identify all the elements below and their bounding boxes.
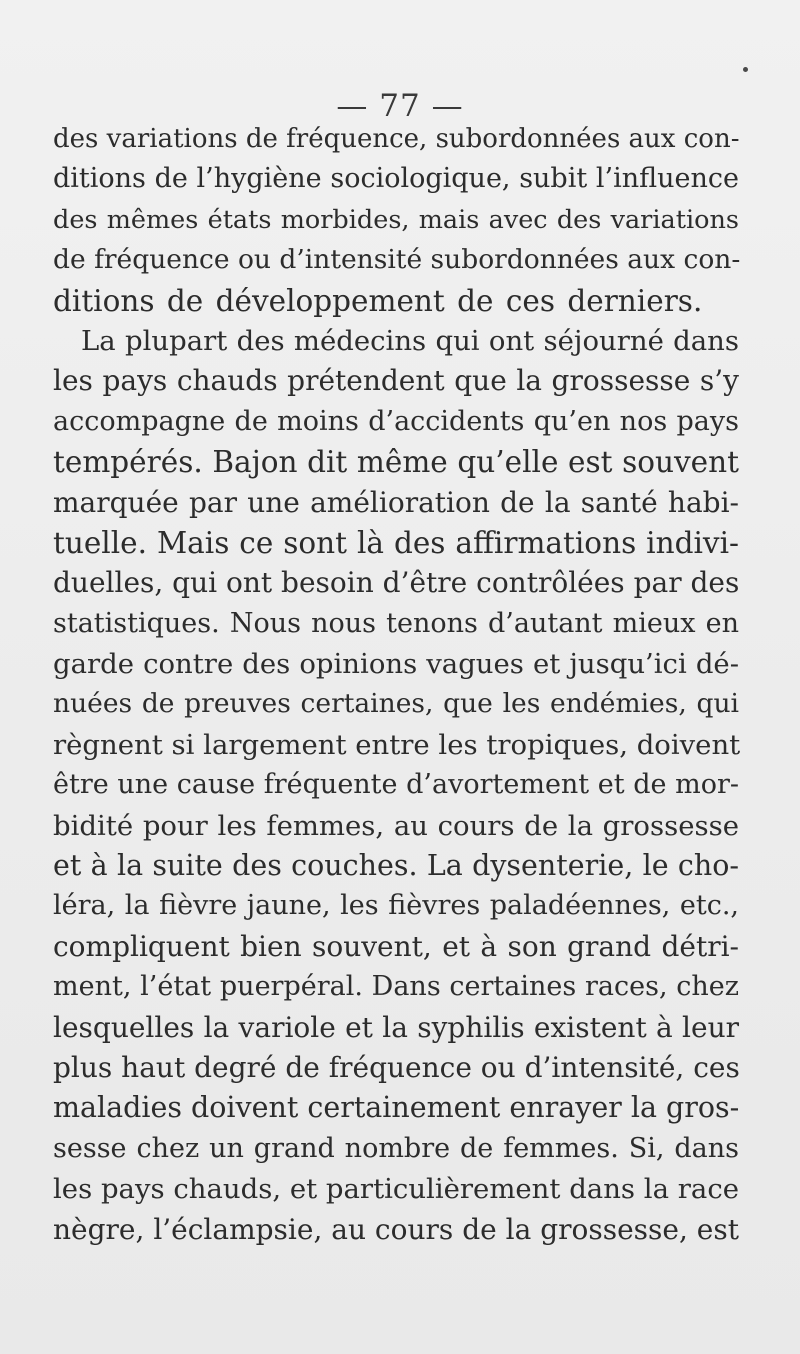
text-line: règnent si largement entre les tropiques, doivent	[53, 728, 741, 761]
text-line: ditions de l’hygiène sociologique, subit l’influence	[53, 163, 739, 195]
text-line: des variations de fréquence, subordonnées aux con-	[53, 124, 740, 154]
text-line: ment, l’état puerpéral. Dans certaines races, chez	[53, 971, 739, 1003]
text-line: garde contre des opinions vagues et jusqu’ici dé-	[53, 648, 739, 681]
text-line: des mêmes états morbides, mais avec des variations	[53, 204, 739, 235]
text-line: accompagne de moins d’accidents qu’en nos pays	[53, 405, 739, 437]
text-line: duelles, qui ont besoin d’être contrôlées par des	[53, 566, 740, 600]
margin-dot	[743, 67, 748, 72]
text-line: être une cause fréquente d’avortement et de mor-	[53, 769, 739, 801]
text-line: nuées de preuves certaines, que les endémies, qui	[53, 688, 739, 720]
text-line: plus haut degré de fréquence ou d’intensité, ces	[53, 1050, 740, 1084]
text-line: compliquent bien souvent, et à son grand détri-	[53, 929, 739, 963]
text-line: ditions de développement de ces derniers.	[53, 283, 703, 318]
text-line: les pays chauds, et particulièrement dans la race	[53, 1173, 739, 1206]
text-line: nègre, l’éclampsie, au cours de la grossesse, est	[53, 1212, 739, 1246]
text-line: marquée par une amélioration de la santé habi-	[53, 485, 739, 519]
body-text	[53, 119, 739, 1250]
text-line: et à la suite des couches. La dysenterie, le cho-	[53, 849, 739, 883]
text-line: de fréquence ou d’intensité subordonnées aux con-	[53, 244, 741, 276]
text-line: lesquelles la variole et la syphilis existent à leur	[53, 1010, 739, 1044]
page-number: — 77 —	[336, 88, 464, 124]
text-line: statistiques. Nous nous tenons d’autant mieux en	[53, 607, 739, 639]
text-line: sesse chez un grand nombre de femmes. Si, dans	[53, 1132, 739, 1164]
text-line: La plupart des médecins qui ont séjourné dans	[81, 324, 739, 357]
text-line: maladies doivent certainement enrayer la gros-	[53, 1091, 740, 1125]
text-line: léra, la fièvre jaune, les fièvres paladéennes, etc.,	[53, 890, 739, 922]
text-line: tempérés. Bajon dit même qu’elle est souvent	[53, 445, 739, 480]
text-line: tuelle. Mais ce sont là des affirmations indivi-	[53, 525, 739, 560]
text-line: bidité pour les femmes, au cours de la grossesse	[53, 809, 739, 842]
text-line: les pays chauds prétendent que la grossesse s’y	[53, 364, 739, 398]
